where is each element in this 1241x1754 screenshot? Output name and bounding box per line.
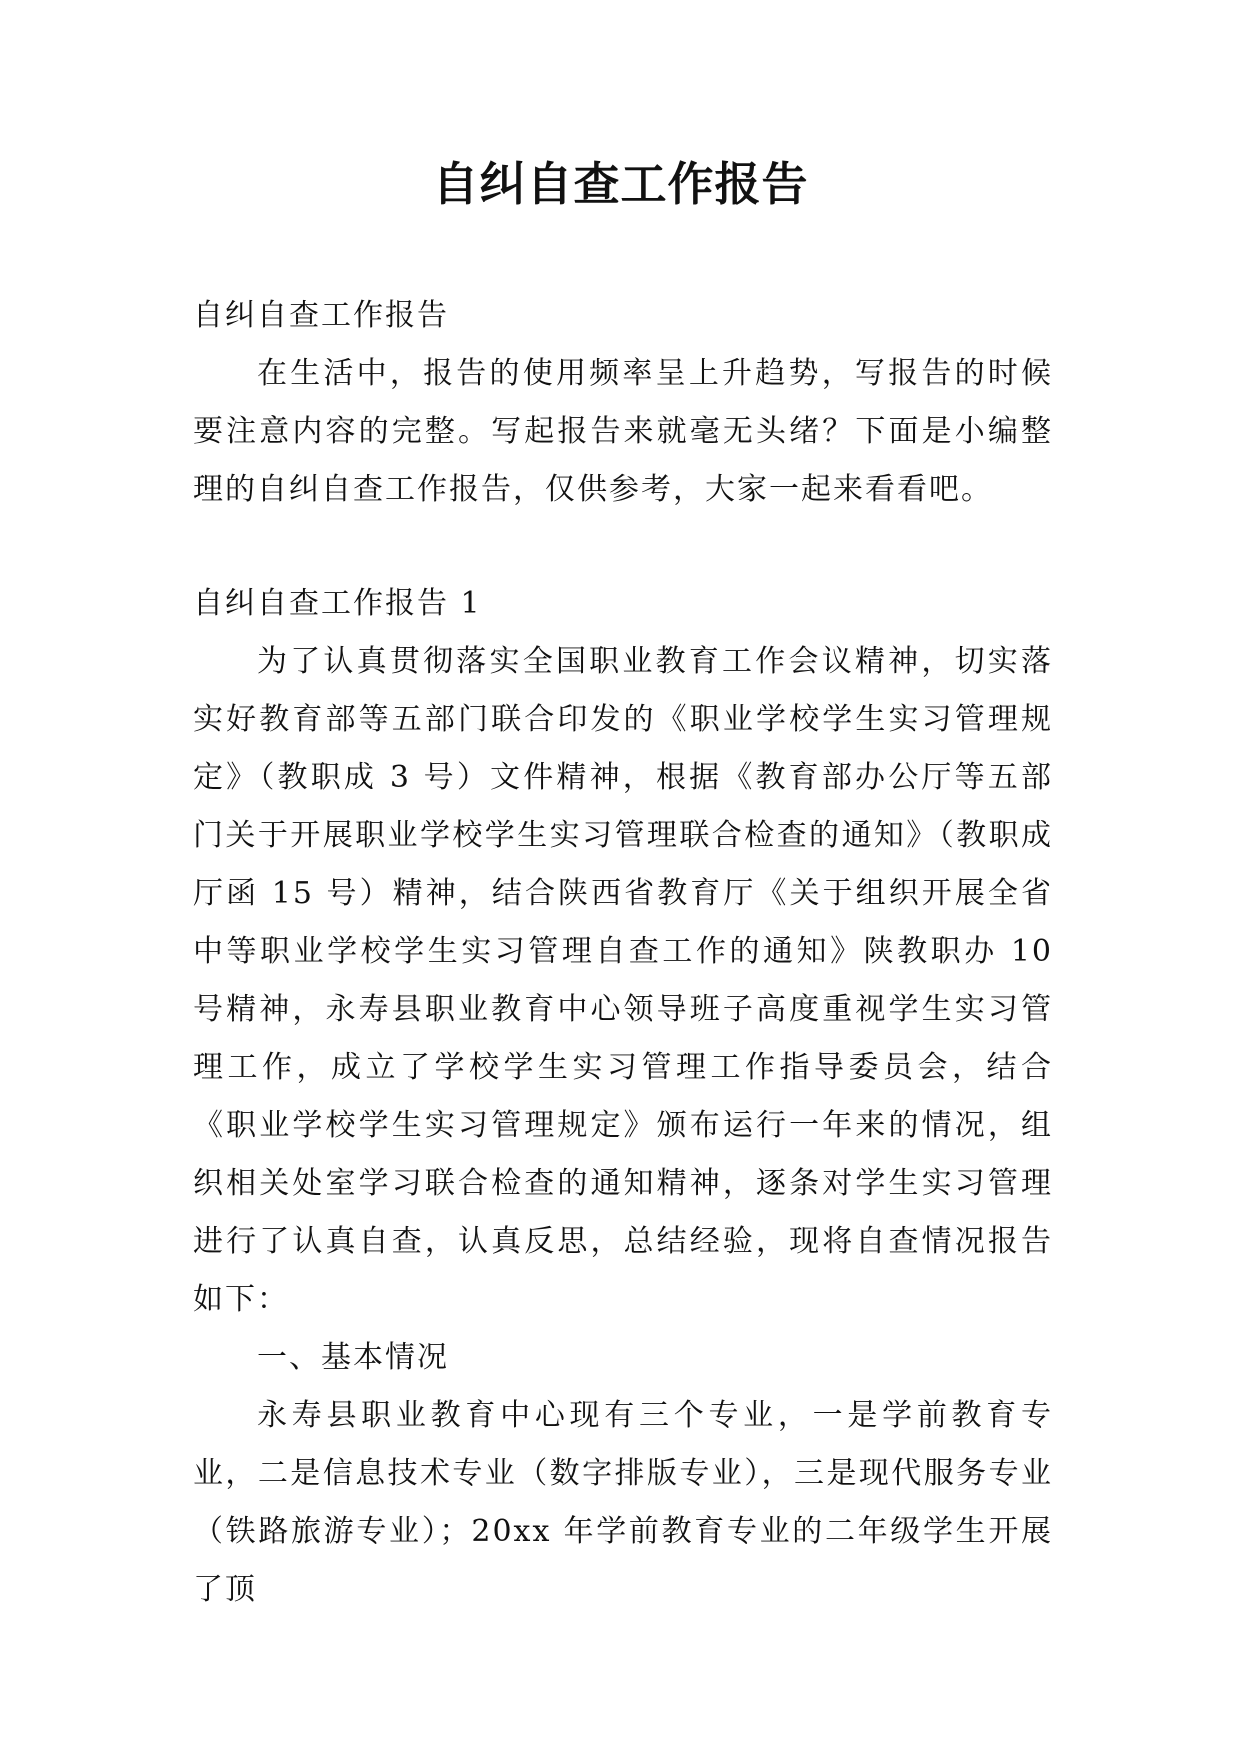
- section-1-paragraph-2: 永寿县职业教育中心现有三个专业，一是学前教育专业，二是信息技术专业（数字排版专业），三是现代服务专业（铁路旅游专业）；20xx 年学前教育专业的二年级学生开展了顶: [193, 1398, 1053, 1607]
- document-title: 自纠自查工作报告: [432, 157, 809, 211]
- section-1-block: [193, 575, 1053, 1619]
- intro-paragraph: 在生活中，报告的使用频率呈上升趋势，写报告的时候要注意内容的完整。写起报告来就毫无头绪？下面是小编整理的自纠自查工作报告，仅供参考，大家一起来看看吧。: [193, 356, 1053, 507]
- intro-heading: 自纠自查工作报告: [193, 298, 449, 333]
- section-1-paragraph-1: 为了认真贯彻落实全国职业教育工作会议精神，切实落实好教育部等五部门联合印发的《职业学校学生实习管理规定》（教职成 3 号）文件精神，根据《教育部办公厅等五部门关于开展职业学校学生实习管理联合检查的通知》（教职成厅函 15 号）精神，结合陕西省教育厅《关于组织开展全省中等职业学校学生实习管理自查工作的通知》陕教职办 10 号精神，永寿县职业教育中心领导班子高度重视学生实习管理工作，成立了学校学生实习管理工作指导委员会，结合《职业学校学生实习管理规定》颁布运行一年来的情况，组织相关处室学习联合检查的通知精神，逐条对学生实习管理进行了认真自查，认真反思，总结经验，现将自查情况报告如下：: [193, 644, 1053, 1317]
- intro-block: [193, 287, 1053, 519]
- section-1-subheading: 一、基本情况: [257, 1340, 449, 1375]
- section-1-heading: 自纠自查工作报告 1: [193, 586, 482, 621]
